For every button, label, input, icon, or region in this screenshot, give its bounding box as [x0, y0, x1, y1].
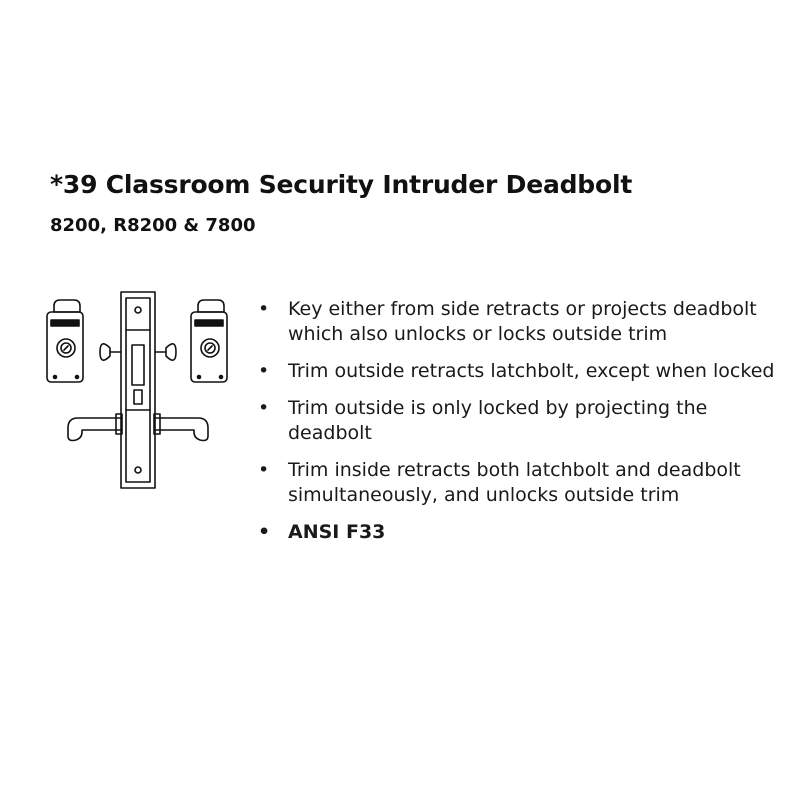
bullet-icon: •	[258, 521, 271, 543]
feature-text: Trim inside retracts both latchbolt and deadbolt simultaneously, and unlocks outside trim	[288, 459, 741, 506]
mortise-lock-body-icon	[100, 292, 176, 488]
bullet-icon: •	[258, 397, 270, 419]
list-item	[258, 297, 778, 347]
model-numbers: 8200, R8200 & 7800	[50, 215, 256, 236]
left-cylinder-escutcheon-icon	[47, 300, 83, 382]
bullet-icon: •	[258, 459, 270, 481]
feature-list	[258, 297, 778, 557]
left-lever-handle-icon	[68, 414, 122, 441]
right-cylinder-escutcheon-icon	[191, 300, 227, 382]
mortise-lock-function-diagram-icon	[38, 290, 238, 490]
list-item	[258, 359, 778, 384]
right-lever-handle-icon	[154, 414, 208, 441]
page-title: *39 Classroom Security Intruder Deadbolt	[50, 170, 633, 199]
feature-text: Trim outside retracts latchbolt, except when locked	[288, 360, 775, 382]
list-item	[258, 458, 778, 508]
bullet-icon: •	[258, 298, 270, 320]
feature-text: Key either from side retracts or projects deadbolt which also unlocks or locks outside trim	[288, 298, 757, 345]
ansi-grade: ANSI F33	[288, 521, 386, 543]
list-item	[258, 520, 778, 545]
feature-text: Trim outside is only locked by projecting the deadbolt	[288, 397, 708, 444]
bullet-icon: •	[258, 360, 270, 382]
list-item	[258, 396, 778, 446]
